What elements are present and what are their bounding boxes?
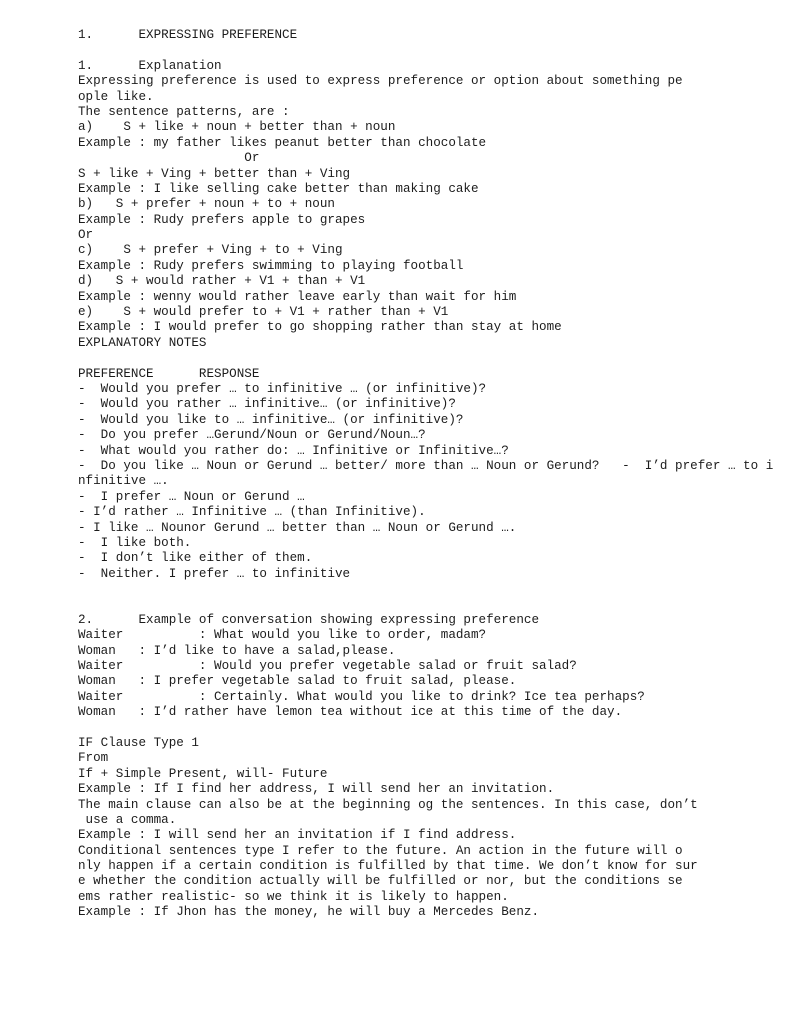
text-line: Or <box>78 228 94 243</box>
text-line: The main clause can also be at the beginning og the sentences. In this case, don’t <box>78 797 698 812</box>
section-heading: 2. Example of conversation showing expressing preference <box>78 612 540 627</box>
list-item: - Would you rather … infinitive… (or infinitive)? <box>78 397 456 412</box>
blank-line <box>78 43 791 58</box>
dialogue-line: Waiter : What would you like to order, madam? <box>78 628 487 643</box>
pattern-line: d) S + would rather + V1 + than + V1 <box>78 274 366 289</box>
blank-line <box>78 582 791 597</box>
list-item: - Neither. I prefer … to infinitive <box>78 566 351 581</box>
pattern-line: If + Simple Present, will- Future <box>78 766 328 781</box>
blank-line <box>78 351 791 366</box>
document-page <box>78 28 791 921</box>
table-header-line: PREFERENCE RESPONSE <box>78 366 260 381</box>
subsection-heading: 1. Explanation <box>78 58 222 73</box>
text-line: ople like. <box>78 89 154 104</box>
blank-line <box>78 597 791 612</box>
list-item: - I like … Nounor Gerund … better than … Noun or Gerund …. <box>78 520 517 535</box>
list-item: - What would you rather do: … Infinitive or Infinitive…? <box>78 443 509 458</box>
list-item: - I prefer … Noun or Gerund … <box>78 489 305 504</box>
text-line: EXPLANATORY NOTES <box>78 335 207 350</box>
list-item: - Do you prefer …Gerund/Noun or Gerund/Noun…? <box>78 428 426 443</box>
example-line: Example : I will send her an invitation if I find address. <box>78 828 517 843</box>
text-line: nly happen if a certain condition is fulfilled by that time. We don’t know for sur <box>78 859 698 874</box>
text-line: Expressing preference is used to express preference or option about something pe <box>78 74 683 89</box>
dialogue-line: Waiter : Certainly. What would you like to drink? Ice tea perhaps? <box>78 689 645 704</box>
text-line: Or <box>78 151 260 166</box>
example-line: Example : I like selling cake better than making cake <box>78 181 479 196</box>
text-line: nfinitive …. <box>78 474 169 489</box>
list-item: - Do you like … Noun or Gerund … better/ more than … Noun or Gerund? - I’d prefer … to i <box>78 458 774 473</box>
example-line: Example : If I find her address, I will send her an invitation. <box>78 782 555 797</box>
pattern-line: e) S + would prefer to + V1 + rather than + V1 <box>78 305 449 320</box>
list-item: - I’d rather … Infinitive … (than Infinitive). <box>78 505 426 520</box>
example-line: Example : Rudy prefers swimming to playing football <box>78 258 464 273</box>
dialogue-line: Woman : I’d rather have lemon tea without ice at this time of the day. <box>78 705 623 720</box>
list-item: - I like both. <box>78 535 192 550</box>
text-line: e whether the condition actually will be fulfilled or nor, but the conditions se <box>78 874 683 889</box>
text-line: Conditional sentences type I refer to the future. An action in the future will o <box>78 843 683 858</box>
text-line: ems rather realistic- so we think it is likely to happen. <box>78 889 509 904</box>
blank-line <box>78 721 791 736</box>
dialogue-line: Woman : I’d like to have a salad,please. <box>78 643 396 658</box>
list-item: - I don’t like either of them. <box>78 551 313 566</box>
example-line: Example : wenny would rather leave early than wait for him <box>78 289 517 304</box>
example-line: Example : my father likes peanut better than chocolate <box>78 135 487 150</box>
section-heading: 1. EXPRESSING PREFERENCE <box>78 28 298 42</box>
dialogue-line: Waiter : Would you prefer vegetable salad or fruit salad? <box>78 659 577 674</box>
pattern-line: b) S + prefer + noun + to + noun <box>78 197 335 212</box>
text-line: use a comma. <box>78 812 177 827</box>
example-line: Example : I would prefer to go shopping rather than stay at home <box>78 320 562 335</box>
list-item: - Would you like to … infinitive… (or infinitive)? <box>78 412 464 427</box>
list-item: - Would you prefer … to infinitive … (or infinitive)? <box>78 381 487 396</box>
example-line: Example : If Jhon has the money, he will buy a Mercedes Benz. <box>78 905 540 920</box>
dialogue-line: Woman : I prefer vegetable salad to fruit salad, please. <box>78 674 517 689</box>
section-heading: IF Clause Type 1 <box>78 735 199 750</box>
pattern-line: c) S + prefer + Ving + to + Ving <box>78 243 343 258</box>
text-line: The sentence patterns, are : <box>78 104 290 119</box>
pattern-line: a) S + like + noun + better than + noun <box>78 120 396 135</box>
text-line: From <box>78 751 109 766</box>
example-line: Example : Rudy prefers apple to grapes <box>78 212 366 227</box>
pattern-line: S + like + Ving + better than + Ving <box>78 166 351 181</box>
